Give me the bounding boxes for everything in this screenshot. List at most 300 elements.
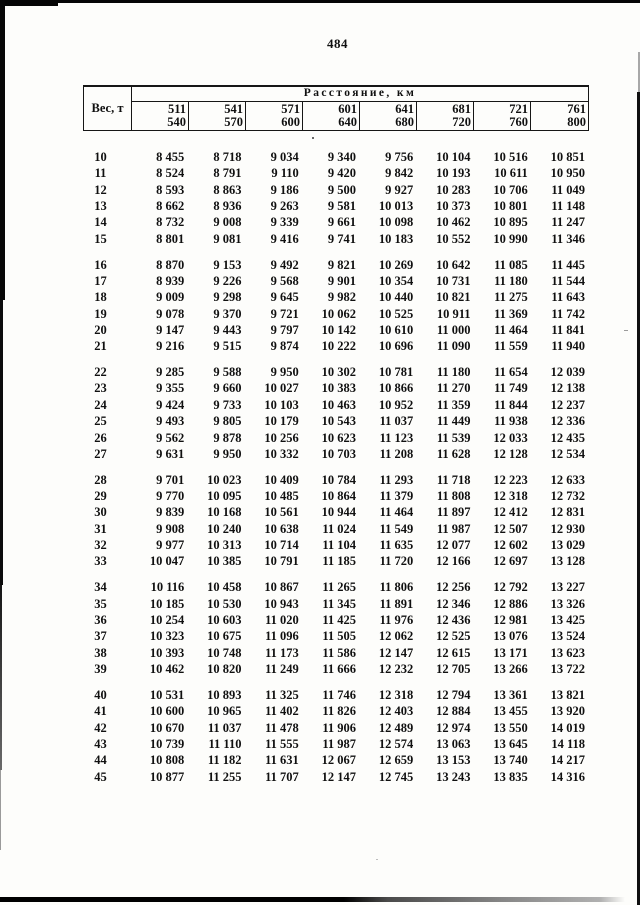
weight-cell: 14 [94,215,107,230]
tariff-value-cell: 9 416 [270,231,299,246]
weight-cell: 39 [94,661,107,676]
weight-cell: 30 [94,505,107,520]
tariff-value-cell: 10 462 [149,661,185,676]
tariff-value-cell: 10 027 [264,381,299,396]
table-row [83,612,589,628]
tariff-value-cell: 10 283 [436,182,471,197]
tariff-value-cell: 10 714 [264,538,299,553]
tariff-value-cell: 11 631 [265,753,299,768]
tariff-value-cell: 11 180 [436,365,471,380]
tariff-value-cell: 9 660 [213,381,242,396]
tariff-value-cell: 11 478 [265,720,299,735]
tariff-value-cell: 12 794 [436,687,471,702]
tariff-value-cell: 13 835 [493,769,528,784]
table-row [83,430,589,446]
distance-weight-table [83,85,589,794]
tariff-value-cell: 12 318 [378,687,414,702]
tariff-value-cell: 12 602 [493,538,528,553]
tariff-value-cell: 10 561 [264,505,299,520]
tariff-value-cell: 10 623 [321,430,356,445]
tariff-value-cell: 10 531 [149,687,185,702]
tariff-value-cell: 11 897 [436,505,471,520]
tariff-value-cell: 10 866 [378,381,414,396]
range-from: 601 [338,102,357,116]
tariff-value-cell: 12 336 [550,414,585,429]
distance-range-header [189,102,246,130]
tariff-value-cell: 11 346 [551,231,585,246]
table-row [83,553,589,569]
tariff-value-cell: 10 911 [436,306,471,321]
tariff-value-cell: 9 797 [270,322,299,337]
tariff-value-cell: 10 062 [321,306,356,321]
tariff-value-cell: 10 458 [207,580,242,595]
tariff-value-cell: 10 385 [207,554,242,569]
tariff-value-cell: 11 635 [379,538,414,553]
weight-cell: 42 [94,720,107,735]
weight-cell: 34 [94,580,107,595]
tariff-value-cell: 11 449 [436,414,471,429]
table-row [83,257,589,273]
tariff-value-cell: 8 718 [213,150,242,164]
tariff-value-cell: 10 642 [436,257,471,272]
tariff-value-cell: 9 756 [385,150,414,164]
tariff-value-cell: 9 562 [156,430,185,445]
tariff-value-cell: 10 269 [378,257,414,272]
tariff-value-cell: 10 525 [378,306,414,321]
tariff-value-cell: 10 047 [149,554,185,569]
tariff-value-cell: 9 263 [270,199,299,214]
scan-speck [624,330,628,331]
range-to: 800 [567,115,586,130]
tariff-value-cell: 12 792 [493,580,528,595]
tariff-value-cell: 11 359 [436,397,471,412]
tariff-value-cell: 11 345 [322,596,356,611]
tariff-value-cell: 12 062 [378,629,414,644]
tariff-value-cell: 12 745 [378,769,414,784]
tariff-value-cell: 8 863 [213,182,242,197]
scan-edge-bottom [0,897,625,902]
tariff-value-cell: 11 275 [494,290,528,305]
table-row [83,472,589,488]
tariff-value-cell: 13 171 [493,645,528,660]
tariff-value-cell: 9 078 [156,306,185,321]
tariff-value-cell: 12 831 [550,505,585,520]
tariff-value-cell: 10 611 [494,166,528,181]
table-row [83,628,589,644]
tariff-value-cell: 11 628 [436,446,471,461]
tariff-value-cell: 10 990 [493,231,528,246]
tariff-value-cell: 9 950 [270,365,299,380]
tariff-value-cell: 11 643 [551,290,585,305]
tariff-value-cell: 11 208 [379,446,414,461]
tariff-value-cell: 10 952 [378,397,414,412]
weight-cell: 26 [94,430,107,445]
tariff-value-cell: 9 216 [156,339,185,354]
tariff-value-cell: 8 662 [156,199,185,214]
weight-cell: 16 [94,257,107,272]
weight-cell: 43 [94,736,107,751]
tariff-value-cell: 9 982 [327,290,356,305]
tariff-value-cell: 9 340 [327,150,356,164]
tariff-value-cell: 10 808 [149,753,185,768]
tariff-value-cell: 12 033 [493,430,528,445]
tariff-value-cell: 9 493 [156,414,185,429]
tariff-value-cell: 10 383 [321,381,356,396]
tariff-value-cell: 10 864 [321,489,356,504]
tariff-value-cell: 10 600 [149,704,185,719]
tariff-value-cell: 12 147 [321,769,356,784]
table-row [83,273,589,289]
distance-range-header [360,102,417,130]
tariff-value-cell: 10 104 [436,150,471,164]
tariff-value-cell: 8 870 [156,257,185,272]
table-row [83,338,589,354]
tariff-value-cell: 10 183 [378,231,414,246]
tariff-value-cell: 12 039 [550,365,585,380]
tariff-value-cell: 9 645 [270,290,299,305]
tariff-value-cell: 9 721 [270,306,299,321]
tariff-value-cell: 9 661 [327,215,356,230]
range-to: 760 [509,115,528,130]
scan-edge-top [0,0,640,3]
row-group [83,579,589,677]
tariff-value-cell: 11 123 [379,430,414,445]
tariff-value-cell: 10 943 [264,596,299,611]
weight-cell: 37 [94,629,107,644]
weight-cell: 41 [94,704,107,719]
table-row [83,752,589,768]
tariff-value-cell: 10 820 [207,661,242,676]
tariff-value-cell: 10 409 [264,472,299,487]
tariff-value-cell: 14 019 [550,720,585,735]
tariff-value-cell: 9 008 [213,215,242,230]
tariff-value-cell: 12 884 [436,704,471,719]
tariff-value-cell: 12 615 [436,645,471,660]
range-from: 571 [281,102,300,116]
range-from: 641 [395,102,414,116]
tariff-value-cell: 11 746 [322,687,356,702]
tariff-value-cell: 12 166 [436,554,471,569]
distance-range-header [132,102,189,130]
weight-cell: 27 [94,446,107,461]
tariff-value-cell: 11 654 [494,365,528,380]
tariff-value-cell: 10 354 [378,273,414,288]
tariff-value-cell: 12 633 [550,472,585,487]
tariff-value-cell: 8 732 [156,215,185,230]
tariff-value-cell: 11 666 [322,661,356,676]
tariff-value-cell: 12 705 [436,661,471,676]
tariff-value-cell: 9 733 [213,397,242,412]
table-row [83,537,589,553]
row-group [83,364,589,462]
tariff-value-cell: 10 675 [207,629,242,644]
tariff-value-cell: 10 462 [436,215,471,230]
tariff-value-cell: 12 574 [378,736,414,751]
tariff-value-cell: 9 226 [213,273,242,288]
tariff-value-cell: 13 455 [493,704,528,719]
distance-range-header [474,102,531,130]
tariff-value-cell: 10 185 [149,596,185,611]
tariff-value-cell: 10 893 [207,687,242,702]
tariff-value-cell: 12 077 [436,538,471,553]
tariff-value-cell: 13 227 [550,580,585,595]
tariff-value-cell: 10 222 [321,339,356,354]
tariff-value-cell: 11 891 [379,596,414,611]
table-row [83,289,589,305]
tariff-value-cell: 11 720 [379,554,414,569]
tariff-value-cell: 10 193 [436,166,471,181]
weight-cell: 15 [94,231,107,246]
range-to: 540 [167,115,186,130]
tariff-value-cell: 8 524 [156,166,185,181]
tariff-value-cell: 11 270 [436,381,471,396]
table-row [83,198,589,214]
tariff-value-cell: 12 974 [436,720,471,735]
tariff-value-cell: 9 701 [156,472,185,487]
tariff-value-cell: 9 492 [270,257,299,272]
tariff-value-cell: 9 770 [156,489,185,504]
distance-range-header [531,102,588,130]
tariff-value-cell: 11 464 [494,322,528,337]
row-group [83,687,589,785]
tariff-value-cell: 14 217 [550,753,585,768]
tariff-value-cell: 11 539 [436,430,471,445]
table-row [83,446,589,462]
tariff-value-cell: 9 839 [156,505,185,520]
tariff-value-cell: 11 841 [551,322,585,337]
tariff-value-cell: 12 534 [550,446,585,461]
tariff-value-cell: 11 445 [551,257,585,272]
tariff-value-cell: 12 489 [378,720,414,735]
tariff-value-cell: 12 346 [436,596,471,611]
tariff-value-cell: 11 544 [551,273,585,288]
tariff-value-cell: 13 425 [550,612,585,627]
table-row [83,380,589,396]
table-row [83,488,589,504]
weight-cell: 17 [94,273,107,288]
tariff-value-cell: 9 588 [213,365,242,380]
tariff-value-cell: 10 748 [207,645,242,660]
tariff-value-cell: 13 243 [436,769,471,784]
weight-cell: 20 [94,322,107,337]
tariff-value-cell: 9 515 [213,339,242,354]
tariff-value-cell: 10 516 [493,150,528,164]
weight-cell: 22 [94,365,107,380]
tariff-value-cell: 11 020 [265,612,299,627]
tariff-value-cell: 12 223 [493,472,528,487]
tariff-value-cell: 10 781 [378,365,414,380]
scan-edge-left [0,585,2,770]
tariff-value-cell: 11 255 [207,769,242,784]
table-row [83,214,589,230]
tariff-value-cell: 13 740 [493,753,528,768]
tariff-value-cell: 13 076 [493,629,528,644]
tariff-value-cell: 10 965 [207,704,242,719]
table-row [83,413,589,429]
table-row [83,736,589,752]
weight-cell: 40 [94,687,107,702]
table-row [83,579,589,595]
tariff-value-cell: 10 696 [378,339,414,354]
tariff-value-cell: 10 332 [264,446,299,461]
tariff-value-cell: 13 550 [493,720,528,735]
scan-edge-top-corner [0,0,58,6]
range-to: 570 [224,115,243,130]
table-row [83,306,589,322]
weight-column-header: Вес, т [84,87,132,130]
tariff-value-cell: 13 821 [550,687,585,702]
tariff-value-cell: 11 707 [265,769,299,784]
tariff-value-cell: 11 180 [494,273,528,288]
tariff-value-cell: 12 507 [493,521,528,536]
row-group [83,472,589,570]
tariff-value-cell: 10 013 [378,199,414,214]
tariff-value-cell: 9 631 [156,446,185,461]
tariff-value-cell: 12 318 [493,489,528,504]
tariff-value-cell: 9 370 [213,306,242,321]
tariff-value-cell: 10 373 [436,199,471,214]
tariff-value-cell: 10 877 [149,769,185,784]
weight-cell: 19 [94,306,107,321]
weight-cell: 36 [94,612,107,627]
weight-cell: 11 [94,166,107,181]
tariff-value-cell: 11 182 [207,753,242,768]
tariff-value-cell: 10 821 [436,290,471,305]
tariff-value-cell: 9 741 [327,231,356,246]
tariff-value-cell: 9 424 [156,397,185,412]
tariff-value-cell: 12 525 [436,629,471,644]
tariff-value-cell: 13 266 [493,661,528,676]
table-row [83,322,589,338]
range-from: 511 [167,102,186,116]
tariff-value-cell: 10 142 [321,322,356,337]
weight-cell: 29 [94,489,107,504]
distance-range-header [246,102,303,130]
tariff-value-cell: 10 944 [321,505,356,520]
tariff-value-cell: 11 425 [322,612,356,627]
tariff-value-cell: 10 867 [264,580,299,595]
row-group [83,149,589,247]
tariff-value-cell: 9 153 [213,257,242,272]
tariff-value-cell: 9 420 [327,166,356,181]
tariff-value-cell: 11 987 [436,521,471,536]
tariff-value-cell: 9 908 [156,521,185,536]
tariff-value-cell: 10 895 [493,215,528,230]
tariff-value-cell: 9 009 [156,290,185,305]
tariff-value-cell: 10 791 [264,554,299,569]
tariff-value-cell: 10 168 [207,505,242,520]
tariff-value-cell: 11 148 [551,199,585,214]
tariff-value-cell: 10 784 [321,472,356,487]
tariff-value-cell: 9 977 [156,538,185,553]
tariff-value-cell: 8 939 [156,273,185,288]
tariff-value-cell: 13 153 [436,753,471,768]
tariff-value-cell: 11 586 [322,645,356,660]
tariff-value-cell: 10 739 [149,736,185,751]
tariff-value-cell: 11 037 [207,720,242,735]
tariff-value-cell: 10 179 [264,414,299,429]
tariff-value-cell: 11 987 [322,736,356,751]
weight-cell: 24 [94,397,107,412]
tariff-value-cell: 9 285 [156,365,185,380]
table-body [83,149,589,785]
tariff-value-cell: 11 249 [265,661,299,676]
tariff-value-cell: 11 718 [436,472,471,487]
tariff-value-cell: 9 878 [213,430,242,445]
tariff-value-cell: 11 749 [494,381,528,396]
table-row [83,397,589,413]
tariff-value-cell: 11 085 [494,257,528,272]
range-from: 541 [224,102,243,116]
tariff-value-cell: 10 103 [264,397,299,412]
table-row [83,504,589,520]
weight-cell: 25 [94,414,107,429]
tariff-value-cell: 9 901 [327,273,356,288]
distance-span-header: Расстояние, км [132,87,588,102]
tariff-value-cell: 11 826 [322,704,356,719]
range-from: 721 [509,102,528,116]
tariff-value-cell: 9 581 [327,199,356,214]
tariff-value-cell: 12 067 [321,753,356,768]
tariff-value-cell: 11 173 [265,645,299,660]
tariff-value-cell: 12 237 [550,397,585,412]
range-to: 640 [338,115,357,130]
tariff-value-cell: 11 096 [265,629,299,644]
tariff-value-cell: 10 313 [207,538,242,553]
tariff-value-cell: 10 801 [493,199,528,214]
scan-edge-left [0,0,5,300]
tariff-value-cell: 12 232 [378,661,414,676]
tariff-value-cell: 10 485 [264,489,299,504]
tariff-value-cell: 11 402 [265,704,299,719]
tariff-value-cell: 11 325 [265,687,299,702]
tariff-value-cell: 10 240 [207,521,242,536]
page-number: 484 [327,36,348,51]
weight-cell: 31 [94,521,107,536]
weight-cell: 35 [94,596,107,611]
tariff-value-cell: 11 110 [208,736,242,751]
tariff-value-cell: 9 355 [156,381,185,396]
tariff-value-cell: 9 339 [270,215,299,230]
tariff-value-cell: 13 623 [550,645,585,660]
table-header [83,85,589,131]
tariff-value-cell: 12 659 [378,753,414,768]
tariff-value-cell: 11 549 [379,521,414,536]
tariff-value-cell: 10 706 [493,182,528,197]
tariff-value-cell: 9 186 [270,182,299,197]
tariff-value-cell: 11 247 [551,215,585,230]
tariff-value-cell: 11 024 [322,521,356,536]
row-group [83,257,589,355]
tariff-value-cell: 10 851 [550,150,585,164]
tariff-value-cell: 8 791 [213,166,242,181]
tariff-value-cell: 11 555 [265,736,299,751]
tariff-value-cell: 11 185 [322,554,356,569]
tariff-value-cell: 11 844 [494,397,528,412]
table-row [83,165,589,181]
tariff-value-cell: 11 938 [494,414,528,429]
tariff-value-cell: 11 906 [322,720,356,735]
weight-cell: 13 [94,199,107,214]
tariff-value-cell: 12 412 [493,505,528,520]
tariff-value-cell: 12 435 [550,430,585,445]
tariff-value-cell: 12 138 [550,381,585,396]
tariff-value-cell: 10 095 [207,489,242,504]
tariff-value-cell: 11 940 [551,339,585,354]
tariff-value-cell: 9 443 [213,322,242,337]
range-from: 681 [452,102,471,116]
tariff-value-cell: 11 049 [551,182,585,197]
